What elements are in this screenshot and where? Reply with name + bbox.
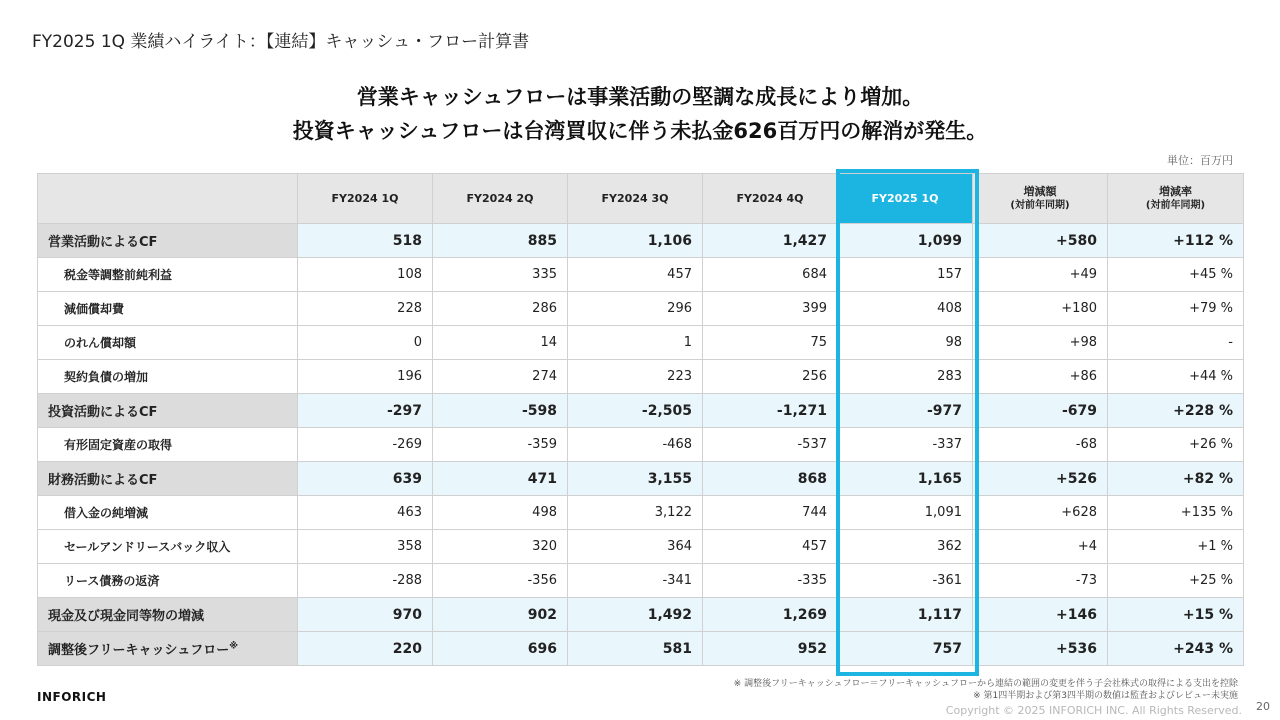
table-cell: -537 [703,428,838,462]
row-label [38,258,298,292]
table-cell: 457 [703,530,838,564]
column-header-highlighted [838,174,973,224]
row-label-text: 契約負債の増加 [64,370,149,384]
row-label [38,632,298,666]
table-cell: 364 [568,530,703,564]
column-header [1108,174,1244,224]
column-header-sublabel: (対前年同期) [1010,199,1070,211]
headline-line-1: 営業キャッシュフローは事業活動の堅調な成長により増加。 [356,85,924,109]
table-cell: 885 [433,224,568,258]
table-cell: 581 [568,632,703,666]
column-header [433,174,568,224]
table-header-row [38,174,1244,224]
table-cell: -297 [298,394,433,428]
table-cell: +86 [973,360,1108,394]
row-label [38,428,298,462]
row-label-text: 投資活動によるCF [48,405,158,420]
table-cell: +26 % [1108,428,1244,462]
column-header [568,174,703,224]
column-header [298,174,433,224]
copyright-text: Copyright © 2025 INFORICH INC. All Rights Reserved. [945,704,1242,717]
table-cell: 696 [433,632,568,666]
table-cell: 108 [298,258,433,292]
table-cell: 952 [703,632,838,666]
table-cell: -598 [433,394,568,428]
table-cell: +82 % [1108,462,1244,496]
table-cell: -356 [433,564,568,598]
table-cell: 1,269 [703,598,838,632]
table-cell: +536 [973,632,1108,666]
row-label [38,224,298,258]
table-row [38,224,1244,258]
table-row [38,428,1244,462]
table-row [38,292,1244,326]
table-row [38,632,1244,666]
table-cell: 868 [703,462,838,496]
footnote: ※ 第1四半期および第3四半期の数値は監査およびレビュー未実施 [973,691,1238,701]
table-cell: 902 [433,598,568,632]
table-cell: 274 [433,360,568,394]
table-cell: -977 [838,394,973,428]
table-row [38,462,1244,496]
row-label-text: セールアンドリースバック収入 [64,540,231,554]
table-cell: +180 [973,292,1108,326]
footnote: ※ 調整後フリーキャッシュフロー＝フリーキャッシュフローから連結の範囲の変更を伴う子会社株式の取得による支出を控除 [733,679,1238,689]
table-cell: 335 [433,258,568,292]
table-cell: 498 [433,496,568,530]
table-cell: 296 [568,292,703,326]
table-cell: 358 [298,530,433,564]
table-cell: +45 % [1108,258,1244,292]
table-cell: 457 [568,258,703,292]
column-header [973,174,1108,224]
table-cell: -679 [973,394,1108,428]
table-cell: 1,117 [838,598,973,632]
table-cell: -68 [973,428,1108,462]
table-cell: - [1108,326,1244,360]
table-cell: 684 [703,258,838,292]
table-cell: 14 [433,326,568,360]
table-cell: 3,122 [568,496,703,530]
column-header-label: FY2024 1Q [331,191,399,205]
cash-flow-table [37,173,1244,666]
row-label [38,292,298,326]
table-row [38,360,1244,394]
table-cell: 1,099 [838,224,973,258]
table-cell: -269 [298,428,433,462]
footnotes [734,678,1238,702]
row-label-text: のれん償却額 [64,336,137,350]
row-note-mark: ※ [229,641,238,652]
table-cell: +1 % [1108,530,1244,564]
row-label [38,462,298,496]
row-label-text: 現金及び現金同等物の増減 [48,609,205,624]
headline-line-2: 投資キャッシュフローは台湾買収に伴う未払金626百万円の解消が発生。 [292,119,988,143]
table-cell: 1,106 [568,224,703,258]
column-header-label: FY2025 1Q [871,191,939,205]
table-cell: +44 % [1108,360,1244,394]
table-cell: 399 [703,292,838,326]
row-label [38,564,298,598]
page-number: 20 [1256,700,1270,713]
table-cell: +15 % [1108,598,1244,632]
table-cell: 256 [703,360,838,394]
table-cell: 744 [703,496,838,530]
table-cell: +580 [973,224,1108,258]
row-label [38,530,298,564]
company-logo: INFORICH [37,690,107,704]
table-cell: +25 % [1108,564,1244,598]
table-cell: -288 [298,564,433,598]
table-cell: 98 [838,326,973,360]
table-cell: -341 [568,564,703,598]
row-label-text: 有形固定資産の取得 [64,438,173,452]
table-cell: -361 [838,564,973,598]
row-label [38,360,298,394]
table-row [38,496,1244,530]
table-cell: +98 [973,326,1108,360]
table-cell: 196 [298,360,433,394]
table-cell: 283 [838,360,973,394]
column-header-label: FY2024 3Q [601,191,669,205]
row-label [38,496,298,530]
table-cell: 223 [568,360,703,394]
table-cell: +526 [973,462,1108,496]
table-row [38,258,1244,292]
table-cell: 518 [298,224,433,258]
column-header-label: 増減額 [1023,184,1057,198]
table-cell: 0 [298,326,433,360]
table-cell: 3,155 [568,462,703,496]
table-cell: +146 [973,598,1108,632]
table-cell: -337 [838,428,973,462]
table-cell: 1,492 [568,598,703,632]
slide-title: FY2025 1Q 業績ハイライト：【連結】キャッシュ・フロー計算書 [32,32,530,52]
table-cell: 970 [298,598,433,632]
table-cell: 286 [433,292,568,326]
table-cell: -468 [568,428,703,462]
table-cell: 1 [568,326,703,360]
table-cell: 757 [838,632,973,666]
row-label-text: 営業活動によるCF [48,235,158,250]
table-row [38,530,1244,564]
row-label-text: 税金等調整前純利益 [64,268,173,282]
table-body [38,224,1244,666]
column-header-label: FY2024 2Q [466,191,534,205]
table-cell: +228 % [1108,394,1244,428]
table-cell: +79 % [1108,292,1244,326]
table-cell: +49 [973,258,1108,292]
table-cell: +135 % [1108,496,1244,530]
table-cell: -335 [703,564,838,598]
table-cell: 1,165 [838,462,973,496]
table-cell: +4 [973,530,1108,564]
table-cell: -2,505 [568,394,703,428]
row-label-text: 調整後フリーキャッシュフロー [48,643,230,658]
row-label [38,394,298,428]
table-cell: +243 % [1108,632,1244,666]
row-label-text: 借入金の純増減 [64,506,149,520]
table-cell: +628 [973,496,1108,530]
row-label-text: リース債務の返済 [64,574,160,588]
row-label [38,326,298,360]
table-row [38,326,1244,360]
table-cell: 471 [433,462,568,496]
row-label [38,598,298,632]
column-header-label: 増減率 [1159,184,1192,198]
table-cell: 639 [298,462,433,496]
table-row [38,598,1244,632]
table-cell: -359 [433,428,568,462]
table-cell: 157 [838,258,973,292]
header-corner-cell [38,174,298,224]
column-header-label: FY2024 4Q [736,191,804,205]
table-cell: -1,271 [703,394,838,428]
row-label-text: 減価償却費 [64,302,125,316]
column-header-sublabel: (対前年同期) [1145,199,1206,211]
table-cell: 408 [838,292,973,326]
table-cell: 463 [298,496,433,530]
table-cell: 1,427 [703,224,838,258]
table-row [38,394,1244,428]
table-cell: 220 [298,632,433,666]
table-cell: -73 [973,564,1108,598]
unit-label: 単位：百万円 [1167,154,1233,167]
table-cell: 362 [838,530,973,564]
table-cell: 75 [703,326,838,360]
table-cell: 228 [298,292,433,326]
row-label-text: 財務活動によるCF [48,473,158,488]
table-row [38,564,1244,598]
table-cell: +112 % [1108,224,1244,258]
column-header [703,174,838,224]
table-cell: 1,091 [838,496,973,530]
table-cell: 320 [433,530,568,564]
